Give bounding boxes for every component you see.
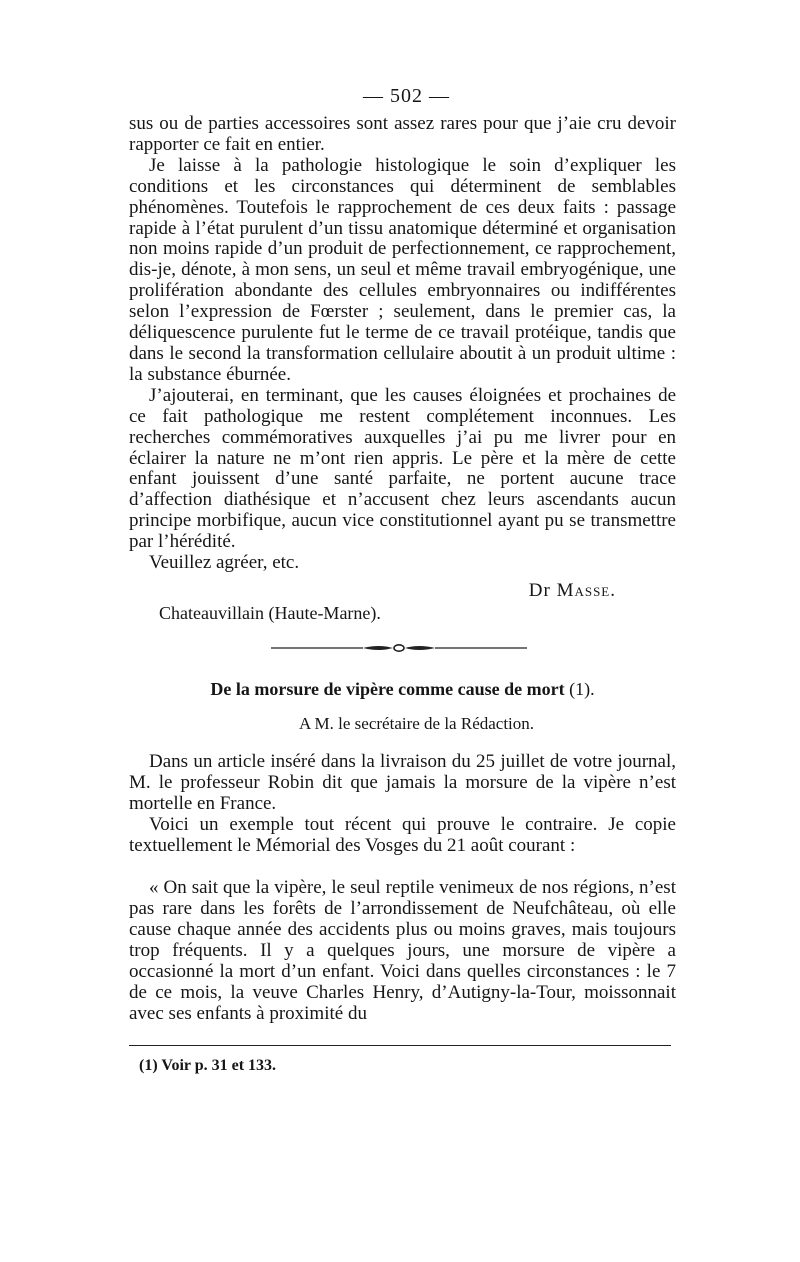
signature-row — [129, 574, 676, 602]
paragraph-quote: « On sait que la vipère, le seul reptile venimeux de nos régions, n’est pas rare dans les forêts de l’arrondissement de Neufchâteau, où elle cause chaque année des accidents plus ou moins graves, mais toujours trop fréquents. Il y a quelques jours, une morsure de vipère a occasionné la mort d’un enfant. Voici dans quelles circonstances : le 7 de ce mois, la veuve Charles Henry, d’Autigny-la-Tour, moissonnait avec ses enfants à proximité du — [129, 877, 676, 1024]
footnote-divider — [129, 1045, 671, 1046]
paragraph-robin: Dans un article inséré dans la livraison du 25 juillet de votre journal, M. le professeur Robin dit que jamais la morsure de la vipère n’est mortelle en France. — [129, 750, 676, 814]
article-title — [129, 678, 676, 700]
page-number: — 502 — — [363, 85, 450, 107]
signature-name: Masse. — [556, 579, 616, 601]
signature-prefix: Dr — [528, 579, 551, 601]
article-title-footnote-ref: (1). — [569, 678, 595, 699]
ornament-divider-icon — [271, 642, 527, 654]
paragraph-closing: Veuillez agréer, etc. — [149, 552, 300, 574]
article-title-text: De la morsure de vipère comme cause de mort — [210, 678, 565, 699]
signature — [529, 580, 616, 602]
paragraph-pathology: Je laisse à la pathologie histologique le soin d’expliquer les conditions et les circonstances qui déterminent de semblables phénomènes. Toutefois le rapprochement de ces deux faits : passage rapide à l’état purulent d’un tissu anatomique déterminé et organisation non moins rapide d’un produit de perfectionnement, ce rapprochement, dis-je, dénote, à mon sens, un seul et même travail embryogénique, une prolifération abondante des cellules embryonnaires ou indifférentes selon l’expression de Fœrster ; seulement, dans le premier cas, la déliquescence purulente fut le terme de ce travail protéique, tandis que dans le second la transformation cellulaire aboutit à un produit ultime : la substance éburnée. — [129, 154, 676, 385]
paragraph-continuation: sus ou de parties accessoires sont assez rares pour que j’aie cru devoir rapporter ce fait en entier. — [129, 113, 676, 155]
paragraph-example: Voici un exemple tout récent qui prouve le contraire. Je copie textuellement le Mémorial des Vosges du 21 août courant : — [129, 813, 676, 856]
paragraph-conclusion: J’ajouterai, en terminant, que les causes éloignées et prochaines de ce fait pathologique me restent complétement inconnues. Les recherches commémoratives auxquelles j’ai pu me livrer pour en éclairer la nature ne m’ont rien appris. Le père et la mère de cette enfant jouissent d’une santé parfaite, ne portent aucune trace d’affection diathésique et n’accusent chez leurs ascendants aucun principe morbifique, aucun vice constitutionnel ayant pu se transmettre par l’hérédité. — [129, 384, 676, 553]
addressee-line: A M. le secrétaire de la Rédaction. — [298, 713, 535, 733]
place-line: Chateauvillain (Haute-Marne). — [159, 602, 381, 623]
document-page — [129, 84, 676, 1075]
footnote: (1) Voir p. 31 et 133. — [139, 1056, 277, 1074]
